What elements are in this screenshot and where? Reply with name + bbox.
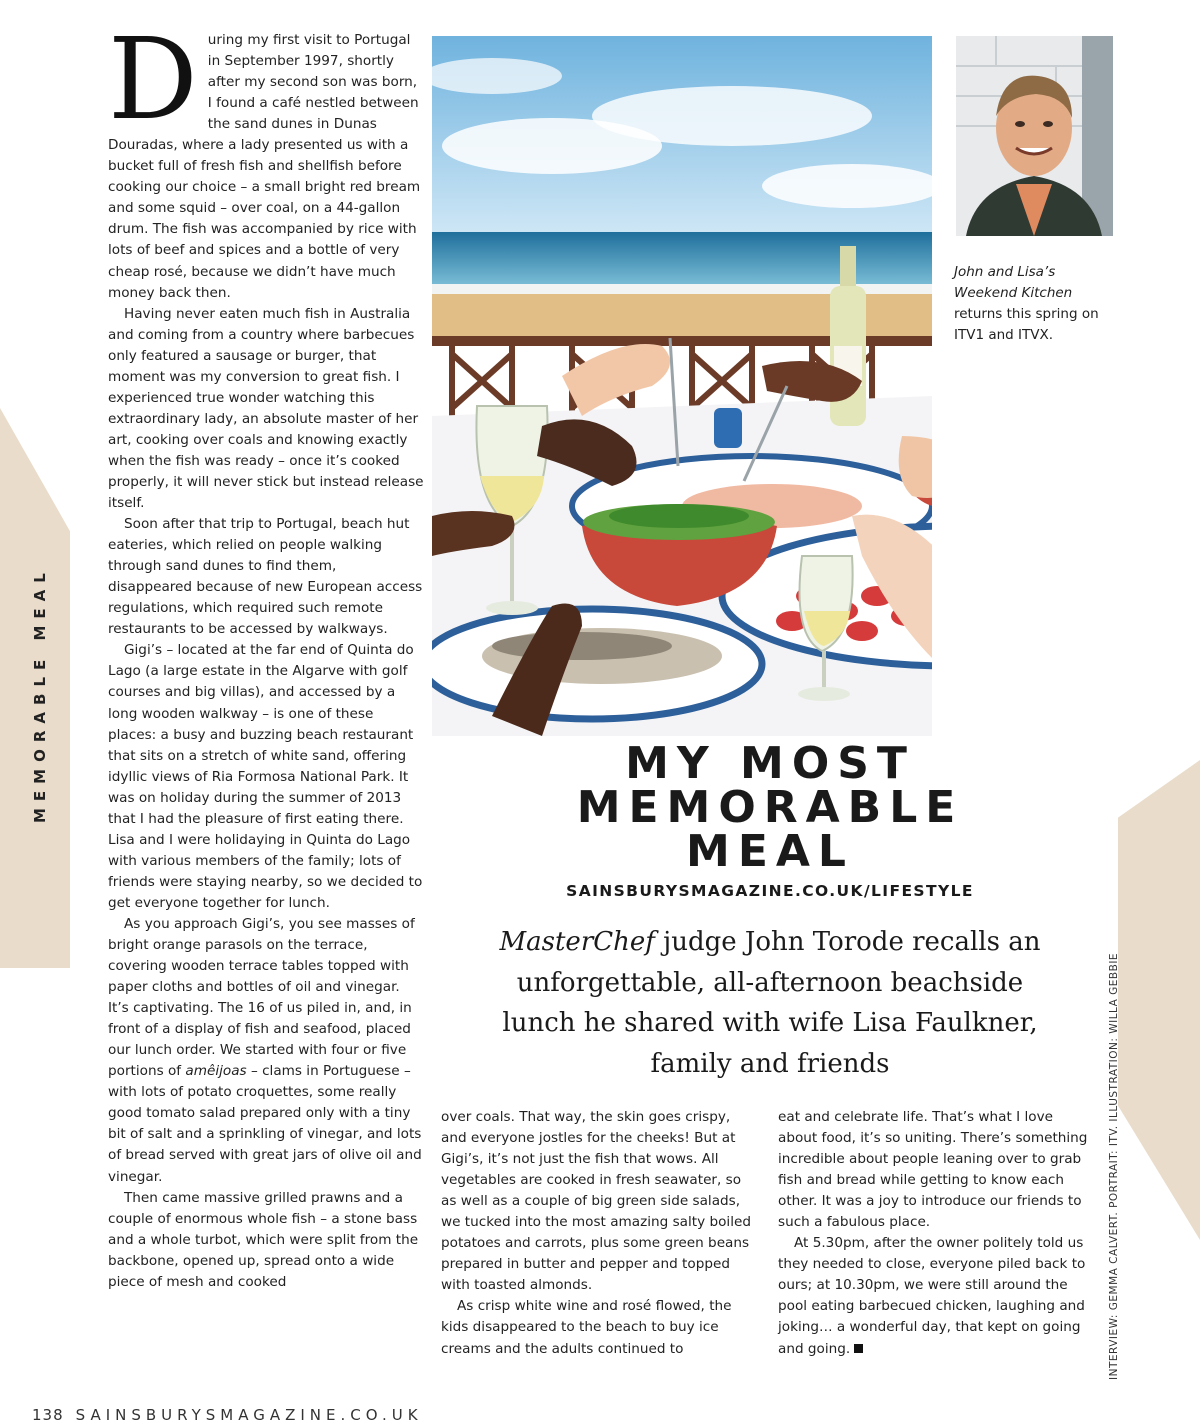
paragraph-1 bbox=[108, 15, 424, 304]
show-name: MasterChef bbox=[499, 927, 655, 957]
beach-lunch-illustration bbox=[432, 36, 932, 736]
website-link[interactable]: SAINSBURYSMAGAZINE.CO.UK/LIFESTYLE bbox=[566, 882, 974, 900]
headline-line-3: MEAL bbox=[686, 826, 854, 877]
headline bbox=[520, 738, 1020, 877]
paragraph-1-text: uring my first visit to Portugal in September 1997, shortly after my second son was born, I found a café nestled between the sand dunes in Dunas Douradas, where a lady presented us with a bucket full of fresh fish and shellfish before cooking our choice – a small bright red bream and some squid – over coal, on a 44-gallon drum. The fish was accompanied by rice with lots of beef and spices and a bottle of very cheap rosé, because we didn’t have much money back then. bbox=[108, 32, 421, 301]
headline-line-2: MEMORABLE bbox=[576, 782, 964, 833]
paragraph-8: At 5.30pm, after the owner politely told us they needed to close, everyone piled back to ours; at 10.30pm, we were still around the pool eating barbecued chicken, laughing and joking… a wonderful day, that kept on going and going. bbox=[778, 1235, 1086, 1357]
photo-credits: INTERVIEW: GEMMA CALVERT. PORTRAIT: ITV. ILLUSTRATION: WILLA GEBBIE bbox=[1108, 952, 1120, 1380]
show-title: John and Lisa’s Weekend Kitchen bbox=[954, 264, 1073, 301]
italic-term: amêijoas bbox=[185, 1063, 247, 1080]
paragraph-5: As you approach Gigi’s, you see masses of bright orange parasols on the terrace, covering wooden terrace tables topped with paper cloths and bottles of oil and vinegar. It’s captivating. The 16 of us piled in, and, in front of a display of fish and seafood, placed our lunch order. We started with four or five portions of amêijoas – clams in Portuguese – with lots of potato croquettes, some really good tomato salad prepared only with a tiny bit of salt and a sprinkling of vinegar, and lots of bread served with great jars of olive oil and vinegar. bbox=[108, 915, 422, 1185]
paragraph-7: As crisp white wine and rosé flowed, the kids disappeared to the beach to buy ice creams and the adults continued to bbox=[441, 1298, 732, 1357]
beige-decor-right bbox=[1118, 760, 1200, 1240]
section-label: MEMORABLE MEAL bbox=[31, 566, 49, 824]
standfirst: MasterChef judge John Torode recalls an unforgettable, all-afternoon beachside lunch he shared with wife Lisa Faulkner, family and friends bbox=[499, 927, 1041, 1079]
portrait-photo bbox=[956, 36, 1113, 236]
end-mark-icon bbox=[854, 1344, 863, 1353]
page-footer bbox=[32, 1406, 423, 1424]
paragraph-6-continued: over coals. That way, the skin goes crispy, and everyone jostles for the cheeks! But at Gigi’s, it’s not just the fish that wows. All vegetables are cooked in fresh seawater, so as well as a couple of big green side salads, we tucked into the most amazing salty boiled potatoes and carrots, plus some green beans prepared in butter and pepper and topped with toasted almonds. bbox=[441, 1109, 751, 1294]
footer-site: SAINSBURYSMAGAZINE.CO.UK bbox=[75, 1406, 423, 1424]
paragraph-2: Having never eaten much fish in Australia and coming from a country where barbecues only featured a sausage or burger, that moment was my conversion to great fish. I experienced true wonder watching this extraordinary lady, an absolute master of her art, cooking over coals and knowing exactly when the fish was ready – once it’s cooked properly, it will never stick but instead release itself. bbox=[108, 305, 424, 512]
paragraph-7-continued: eat and celebrate life. That’s what I love about food, it’s so uniting. There’s something incredible about people leaning over to grab fish and bread while getting to know each other. It was a joy to introduce our friends to such a fabulous place. bbox=[778, 1109, 1088, 1231]
paragraph-4: Gigi’s – located at the far end of Quinta do Lago (a large estate in the Algarve with golf courses and big villas), and accessed by a long wooden walkway – is one of these places: a busy and buzzing beach restaurant that sits on a stretch of white sand, offering idyllic views of Ria Formosa National Park. It was on holiday during the summer of 2013 that I had the pleasure of first eating there. Lisa and I were holidaying in Quinta do Lago with various members of the family; lots of friends were staying nearby, so we decided to get everyone together for lunch. bbox=[108, 642, 423, 911]
photo-caption: John and Lisa’s Weekend Kitchen returns this spring on ITV1 and ITVX. bbox=[954, 264, 1099, 343]
headline-line-1: MY MOST bbox=[625, 738, 915, 789]
paragraph-6: Then came massive grilled prawns and a couple of enormous whole fish – a stone bass and a whole turbot, which were split from the backbone, opened up, spread onto a wide piece of mesh and cooked bbox=[108, 1189, 419, 1290]
article-column-3 bbox=[778, 1107, 1094, 1360]
drop-cap: D bbox=[108, 15, 198, 145]
article-column-1 bbox=[108, 15, 424, 1293]
article-column-2 bbox=[441, 1107, 753, 1360]
page-number: 138 bbox=[32, 1406, 64, 1424]
paragraph-3: Soon after that trip to Portugal, beach hut eateries, which relied on people walking through sand dunes to find them, disappeared because of new European access regulations, which required such remote restaurants to be accessed by walkways. bbox=[108, 516, 423, 638]
